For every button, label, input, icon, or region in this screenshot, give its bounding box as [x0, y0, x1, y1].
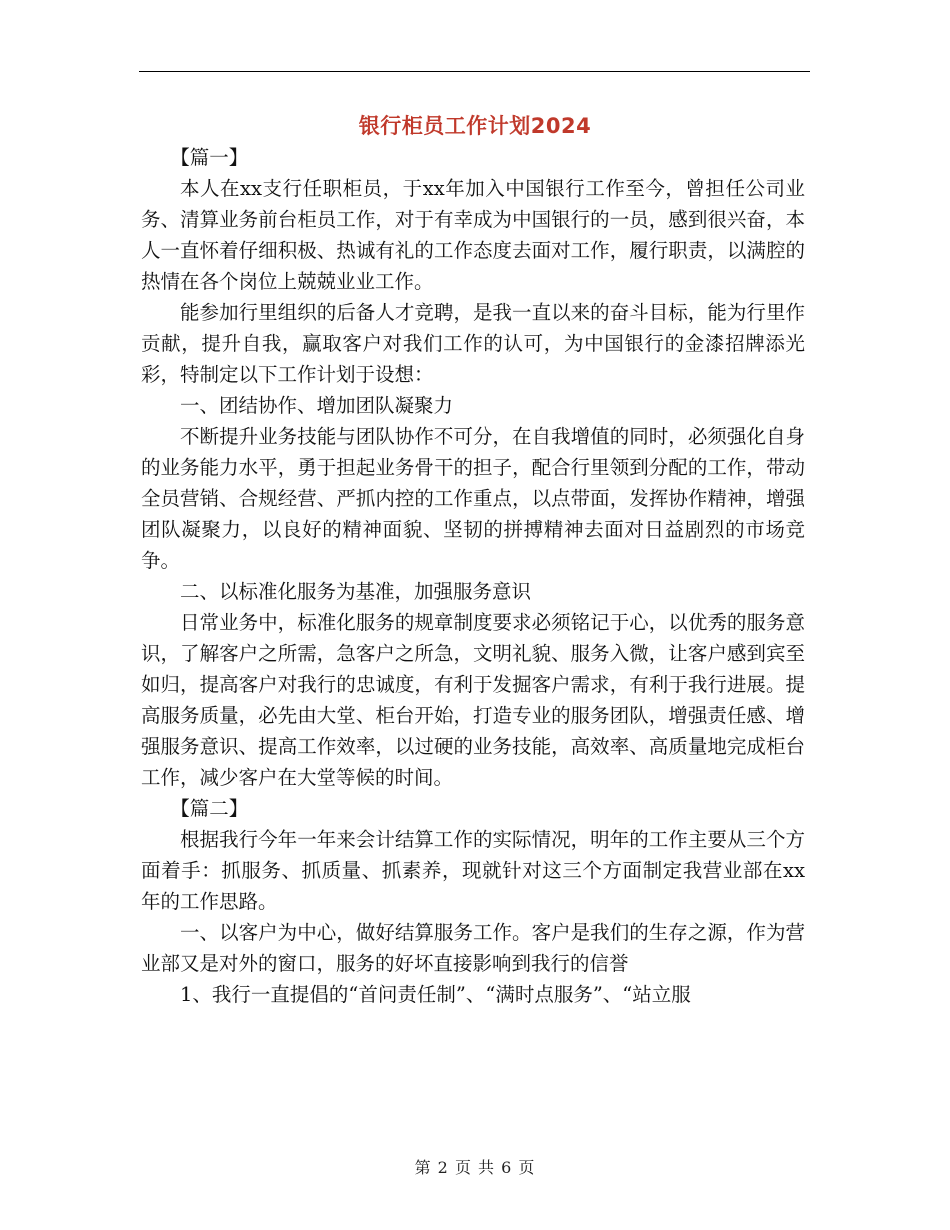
- paragraph: 能参加行里组织的后备人才竞聘，是我一直以来的奋斗目标，能为行里作贡献，提升自我，赢取客户对我们工作的认可，为中国银行的金漆招牌添光彩，特制定以下工作计划于设想：: [141, 301, 805, 386]
- subheading: 一、团结协作、增加团队凝聚力: [180, 394, 454, 417]
- paragraph: 1、我行一直提倡的“首问责任制”、“满时点服务”、“站立服: [180, 983, 691, 1006]
- paragraph: 不断提升业务技能与团队协作不可分，在自我增值的同时，必须强化自身的业务能力水平，勇于担起业务骨干的担子，配合行里领到分配的工作，带动全员营销、合规经营、严抓内控的工作重点，以点带面，发挥协作精神，增强团队凝聚力，以良好的精神面貌、坚韧的拼搏精神去面对日益剧烈的市场竞争。: [141, 425, 805, 572]
- page-number: 第 2 页 共 6 页: [414, 1158, 536, 1177]
- paragraph: 本人在xx支行任职柜员，于xx年加入中国银行工作至今，曾担任公司业务、清算业务前台柜员工作，对于有幸成为中国银行的一员，感到很兴奋，本人一直怀着仔细积极、热诚有礼的工作态度去面对工作，履行职责，以满腔的热情在各个岗位上兢兢业业工作。: [141, 177, 805, 293]
- section-heading-2: 【篇二】: [170, 797, 249, 820]
- document-title: 银行柜员工作计划2024: [358, 114, 592, 138]
- header-rule: [139, 71, 810, 72]
- document-body: [141, 142, 805, 1010]
- paragraph: 一、以客户为中心，做好结算服务工作。客户是我们的生存之源，作为营业部又是对外的窗口，服务的好坏直接影响到我行的信誉: [141, 921, 805, 975]
- paragraph: 日常业务中，标准化服务的规章制度要求必须铭记于心，以优秀的服务意识，了解客户之所需，急客户之所急，文明礼貌、服务入微，让客户感到宾至如归，提高客户对我行的忠诚度，有利于发掘客户需求，有利于我行进展。提高服务质量，必先由大堂、柜台开始，打造专业的服务团队，增强责任感、增强服务意识、提高工作效率，以过硬的业务技能，高效率、高质量地完成柜台工作，减少客户在大堂等候的时间。: [141, 611, 805, 789]
- section-heading-1: 【篇一】: [170, 146, 249, 169]
- subheading: 二、以标准化服务为基准，加强服务意识: [180, 580, 532, 603]
- paragraph: 根据我行今年一年来会计结算工作的实际情况，明年的工作主要从三个方面着手：抓服务、抓质量、抓素养，现就针对这三个方面制定我营业部在xx年的工作思路。: [141, 828, 805, 913]
